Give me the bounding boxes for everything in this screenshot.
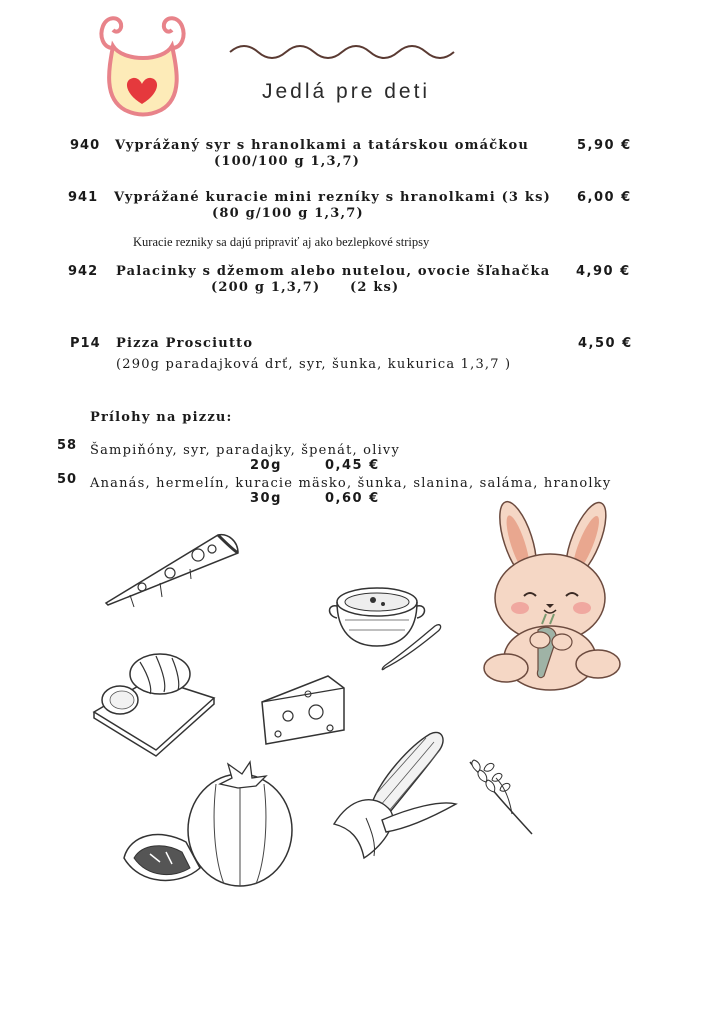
wheat-icon [466,758,538,838]
item-number: 942 [68,264,99,279]
topping-items: Šampiňóny, syr, paradajky, špenát, olivy [90,443,401,458]
topping-weight: 20g [250,458,282,473]
tomato-icon [120,758,300,893]
pizza-detail: (290g paradajková drť, syr, šunka, kukurica 1,3,7 ) [116,357,512,372]
item-name: Vyprážané kuracie mini rezníky s hranolkami (3 ks) [114,190,551,205]
wave-divider [228,40,463,64]
topping-number: 58 [57,438,78,453]
item-detail: (80 g/100 g 1,3,7) [212,206,364,221]
item-price: 6,00 € [577,190,632,205]
item-detail: (100/100 g 1,3,7) [214,154,361,169]
corn-icon [330,728,460,863]
bread-board-icon [90,648,220,753]
topping-number: 50 [57,472,78,487]
soup-bowl-icon [325,580,445,675]
bib-icon [95,8,190,118]
item-note: Kuracie rezniky sa dajú pripraviť aj ako bezlepkové stripsy [133,235,430,249]
page-title: Jedlá pre deti [262,80,431,103]
item-detail: (200 g 1,3,7) [211,280,321,295]
pizza-price: 4,50 € [578,336,633,351]
item-number: 940 [70,138,101,153]
pizza-slice-icon [100,525,245,610]
item-detail-quantity: (2 ks) [350,280,400,295]
item-price: 5,90 € [577,138,632,153]
item-price: 4,90 € [576,264,631,279]
topping-weight: 30g [250,491,282,506]
toppings-heading: Prílohy na pizzu: [90,410,233,425]
item-name: Palacinky s džemom alebo nutelou, ovocie šľahačka [116,264,551,279]
pizza-number: P14 [70,336,101,351]
pizza-name: Pizza Prosciutto [116,336,254,351]
topping-price: 0,60 € [325,491,380,506]
topping-price: 0,45 € [325,458,380,473]
item-number: 941 [68,190,99,205]
bunny-icon [480,500,625,695]
item-name: Vyprážaný syr s hranolkami a tatárskou omáčkou [115,138,530,153]
topping-items: Ananás, hermelín, kuracie mäsko, šunka, slanina, saláma, hranolky [90,476,612,491]
